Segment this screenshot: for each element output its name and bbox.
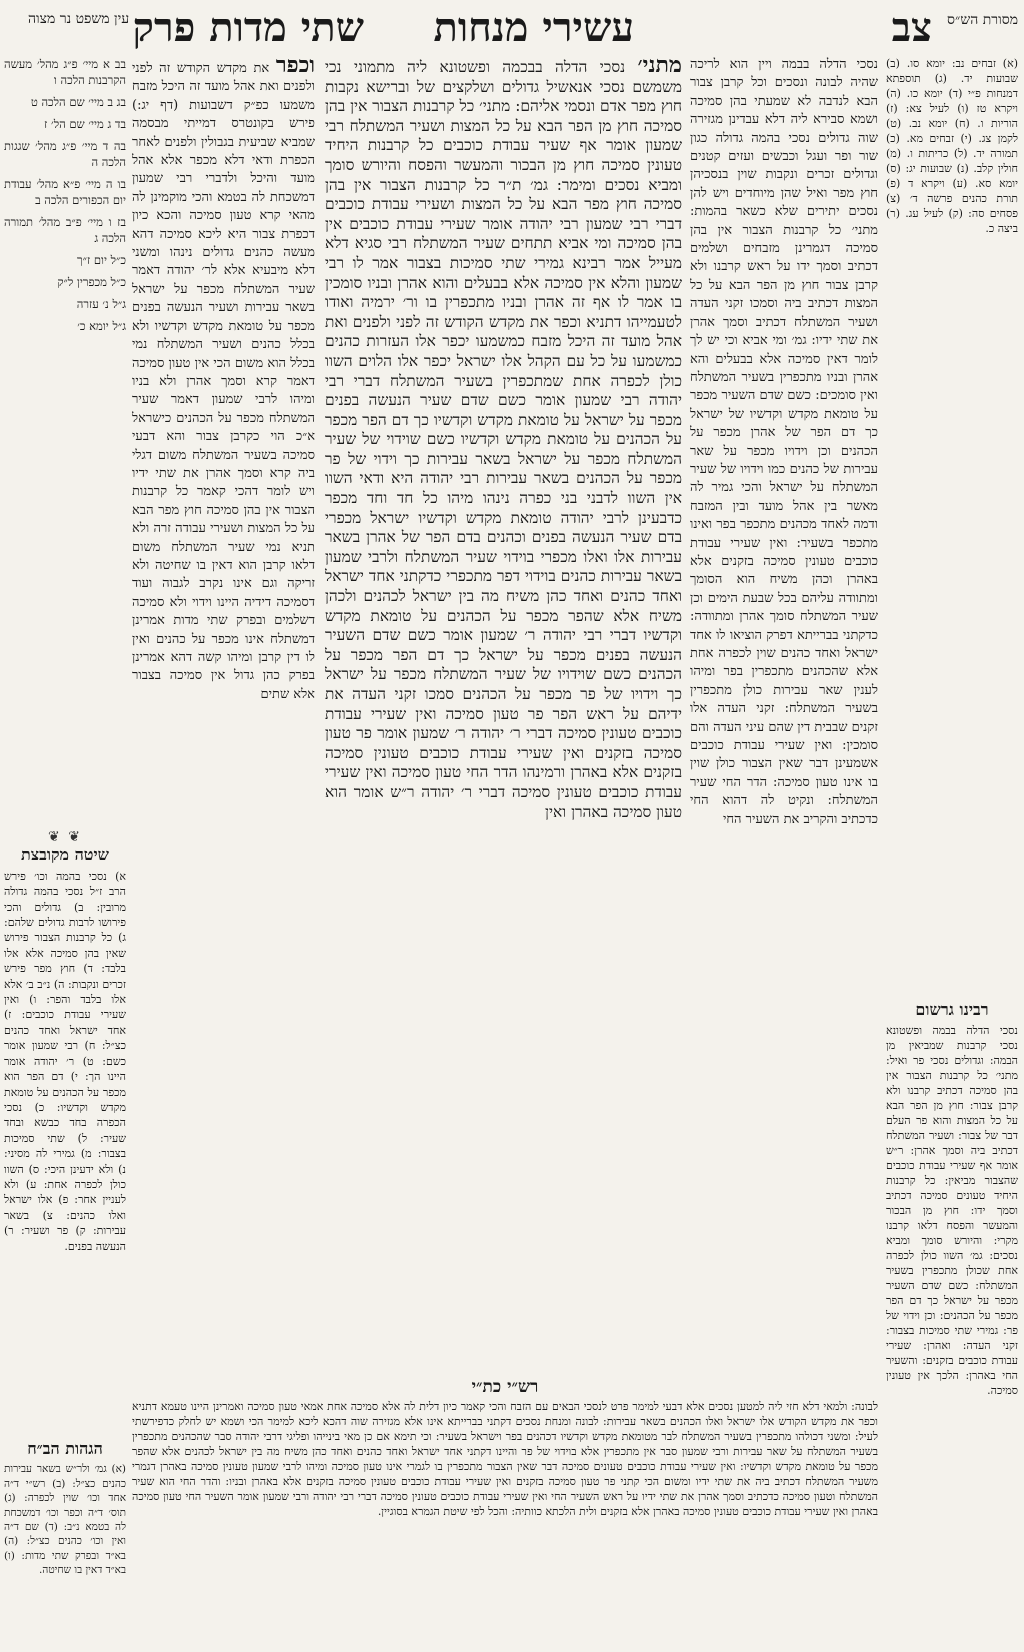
rabbeinu-title: רבינו גרשום xyxy=(915,1000,989,1019)
tosafot-lead-word: וכפר xyxy=(275,56,315,78)
massoret-notes-text: (א) זבחים נב: יומא סו. (ב) שבועות יד. (ג) תוספתא דמנחות פ״י (ד) יומא כו. (ה) ויקרא טז (ו) לעיל צא: (ז) הוריות ו. (ח) יומא נב. (ט) לקמן צג. (י) זבחים מא. (כ) תמורה יד. (ל) כריתות ו. (מ) חולין קלב. (נ) שבועות יג: (ס) יומא סא. (ע) ויקרא ד (פ) תורת כהנים פרשה ד׳ (צ) פסחים סה: (ק) לעיל עג. (ר) ביצה כ. xyxy=(886,57,1018,235)
ein-mishpat-ref: בז ו מיי׳ פ״ב מהל׳ תמורה הלכה ג xyxy=(4,215,126,245)
tractate-title: עשירי מנחות xyxy=(433,4,634,51)
shita-mekubetzet-box xyxy=(4,830,126,1430)
rashi-column xyxy=(690,56,878,1364)
massoret-notes-column xyxy=(886,56,1018,1036)
ornament-divider-icon: ❦ ❦ xyxy=(48,830,82,845)
massoret-hashas-label: מסורת הש״ס xyxy=(947,12,1018,28)
ein-mishpat-label: עין משפט נר מצוה xyxy=(28,11,130,27)
page-header xyxy=(0,6,1024,50)
ein-mishpat-ref: כ״ל מכפרין ל״ק xyxy=(57,275,126,289)
rabbeinu-gershom-box xyxy=(886,1000,1018,1636)
hagahot-box xyxy=(4,1440,126,1636)
tosafot-text: את מקדש הקודש זה לפני ולפנים ואת אהל מועד זה היכל מזבח משמעו כפ״ק דשבועות (דף יג:) פירש בקונטרס דמייתי מבסמה שמביא שביעית בגבולין ולפנים לאחר הכפרת ודאי דלא מכפר אלא אהל מועד והיכל ולדברי רבי שמעון דמשכחת לה בטמא והכי מוקמינן לה מהאי קרא טעון סמיכה והכא כיון דכפרת צבור היא ליכא סמיכה דהא מעשה כהנים גדולים נינהו ומשני דלא מיבעיא אלא לר׳ יהודה דאמר שעיר המשתלח מכפר על ישראל בשאר עבירות ושעיר הנעשה בפנים מכפר על טומאת מקדש וקדשיו ולא בכלל כהנים ושעיר המשתלח נמי בכלל הוא משום הכי אין טעון סמיכה דאמר קרא וסמך אהרן ולא בניו ומיהו לרבי שמעון דאמר שעיר המשתלח מכפר על הכהנים כישראל א״כ הוי כקרבן צבור והא דבעי סמיכה בשעיר המשתלח משום דגלי ביה קרא וסמך אהרן את שתי ידיו ויש לומר דהכי קאמר כל קרבנות הצבור אין בהן סמיכה חוץ מפר הבא על כל המצות ושעירי עבודה זרה ולא תניא נמי שעיר המשתלח משום דלאו קרבן הוא דאין בו שחיטה ולא זריקה וגם אינו נקרב לגבוה ועוד דסמיכה דידיה היינו וידוי ולא סמיכה דשלמים ובפרק שתי מדות אמרינן דמשתלח אינו מכפר על כהנים ואין לו דין קרבן ומיהו קשה דהא אמרינן בפרק כהן גדול אין סמיכה בצבור אלא שתים xyxy=(132,61,315,702)
rashi-title: רש״י כת״י xyxy=(471,1377,539,1397)
ein-mishpat-ref: כ״ל יום ז״ך xyxy=(76,253,126,267)
ein-mishpat-ref: בה ד מיי׳ פ״ג מהל׳ שגגות הלכה ה xyxy=(4,139,126,169)
shita-text: א) נסכי בהמה וכו׳ פירש הרב ז״ל נסכי בהמה גדולה מרובין: ב) גדולים והכי פירושו לרבות גדולים שלהם: ג) כל קרבנות הצבור פירוש שאין בהן סמיכה אלא אלו בלבד: ד) חוץ מפר פירש זכרים ונקבות: ה) נ״ב ב׳ אלא אלו בלבד והפר: ו) ואין שעירי עבודת כוכבים: ז) אחד ישראל ואחד כהנים כצ״ל: ח) רבי שמעון אומר כשם: ט) ר׳ יהודה אומר היינו הך: י) דם הפר הוא מכפר על הכהנים על טומאת מקדש וקדשיו: כ) נסכי הכפרה בחד כבשא ובחד שעיר: ל) שתי סמיכות בצבור: מ) גמירי לה מסיני: נ) ולא ידעינן היכי: ס) השוו כולן לכפרה אחת: ע) ולא לעניין אחר: פ) אלו ישראל ואלו כהנים: צ) בשאר עבירות: ק) פר ושעיר: ר) הנעשה בפנים. xyxy=(4,869,126,1253)
ein-mishpat-ref: בו ה מיי׳ פ״א מהל׳ עבודת יום הכפורים הלכה ב xyxy=(4,177,126,207)
ein-mishpat-column xyxy=(4,56,126,796)
gemara-column xyxy=(325,56,682,1288)
mishnah-lead-word: מתני׳ xyxy=(637,56,682,78)
ein-mishpat-ref: בד ג מיי׳ שם הל׳ ז xyxy=(44,117,126,131)
ein-mishpat-ref: ג״ל יומא כ׳ xyxy=(77,319,126,333)
rabbeinu-text: נסכי הדלה בבמה ופשטונא נסכי קרבנות שמביאין מן הבמה: וגדולים נסכי פר ואיל: מתני׳ כל קרבנות הצבור אין בהן סמיכה דכתיב קרבנו ולא קרבן צבור: חוץ מן הפר הבא על כל המצות והוא פר העלם דבר של צבור: ושעיר המשתלח דכתיב ביה וסמך אהרן: ר״ש אומר אף שעירי עבודת כוכבים שהצבור מביאין: כל קרבנות היחיד טעונים סמיכה דכתיב וסמך ידו: חוץ מן הבכור והמעשר והפסח דלאו קרבנו מקרי: והיורש סומך ומביא נסכים: גמ׳ השוו כולן לכפרה אחת שכולן מתכפרין בשעיר המשתלח: כשם שדם השעיר מכפר על ישראל כך דם הפר מכפר על הכהנים: וכן וידוי של פר: גמירי שתי סמיכות בצבור: זקני העדה: ואהרן: שעירי עבודת כוכבים בזקנים: והשעיר החי באהרן: הלכך אין טעונין סמיכה. xyxy=(886,1024,1018,1397)
hagahot-text: (א) גמ׳ ולר״ש בשאר עבירות כהנים כצ״ל: (ב) רש״י ד״ה אחד וכו׳ שוין לכפרה: (ג) תוס׳ ד״ה וכפר וכו׳ דמשכחת לה בטמא נ״ב: (ד) שם ד״ה ואין וכו׳ כהנים כצ״ל: (ה) בא״ד ובפרק שתי מדות: (ו) בא״ד דאין בו שחיטה. xyxy=(4,1463,126,1577)
shita-title: שיטה מקובצת xyxy=(21,845,109,865)
rashi-text: נסכי הדלה בבמה ויין הוא לריכה שהיה לבונה ונסכים וכל קרבן צבור הבא לנדבה לא שמעתי בהן סמיכה ושמא סבירא ליה דלא עבדינן מגזירה שוה גדולים נסכי בהמה גדולה כגון שור ופר ועגל וכבשים ועזים קטנים וגדולים זכרים ונקבות שוין בנסכיהן חוץ מפר ואיל שהן מיוחדים ויש להן נסכים יתירים שלא כשאר בהמות: מתני׳ כל קרבנות הצבור אין בהן סמיכה דגמרינן מזבחים ושלמים דכתיב וסמך ידו על ראש קרבנו ולא קרבן צבור חוץ מן הפר הבא על כל המצות דכתיב ביה וסמכו זקני העדה ושעיר המשתלח דכתיב וסמך אהרן את שתי ידיו: גמ׳ ומי אביא וכי יש לך לומר דאין סמיכה אלא בבעלים והא אהרן ובניו מתכפרין בשעיר המשתלח ואין סומכים: כשם שדם השעיר מכפר על טומאת מקדש וקדשיו של ישראל כך דם הפר של אהרן מכפר על הכהנים וכן וידויו מכפר על שאר עבירות של כהנים כמו וידויו של שעיר המשתלח על ישראל והכי גמיר לה מאשר בין אהל מועד ובין המזבח ודמה לאחד מכהנים מתכפר בפר ואינו מתכפר בשעיר: ואין שעירי עבודת כוכבים טעונין סמיכה בזקנים אלא באהרן וכהן משיח הוא הסומך ומתוודה עליהם בכל שבעת הימים וכן שעיר המשתלח סומך אהרן ומתוודה: כדקתני בברייתא דפרק הוציאו לו אחד ישראל ואחד כהנים שוין לכפרה אחת אלא שהכהנים מתכפרין בפר ומיהו לענין שאר עבירות כולן מתכפרין בשעיר המשתלח: זקני העדה אלו זקנים שבבית דין שהם עיני העדה והם סומכין: ואין שעירי עבודת כוכבים אשמעינן דבר שאין הצבור כולן שוין בו אינו טעון סמיכה: הדר החי שעיר המשתלח: ונקיט לה דהוא החי כדכתיב והקריב את השעיר החי xyxy=(690,57,878,827)
bottom-commentary-text: לבונה: ולמאי דלא חזי ליה למטען נסכים אלא דבעי למימר פרט לנסכי הבאים עם הזבח והכי קאמר כיון דלית לה אלא סמיכה אחת אמאי טעון סמיכה ואמרינן היינו טעמא דתניא וכפר את מקדש הקודש אלו ישראל ואלו הכהנים בשאר עבירות: לבונה ומנחת נסכים דקתני בברייתא אינו אלא מגזירה שוה דהכא ליכא למימר הכי ושמא יש לחלק כדפירשתי לעיל: ומשני דכולהו מתכפרין בשעיר המשתלח לבר מטומאת מקדש וקדשיו דכהנים בפר וישראל בשעיר: וכי תימא אם כן מאי בינייהו ופליגי דרבי יהודה סבר שהכהנים מתכפרין בשעיר המשתלח על שאר עבירות ורבי שמעון סבר אין מתכפרין אלא בוידוי של פר והיינו דקתני אחד ישראל ואחד כהנים ואחד כהן משיח מה בין ישראל לכהנים אלא שהפר מכפר על טומאת מקדש וקדשיו: ואין שעירי עבודת כוכבים טעונים סמיכה דבר שאין הצבור מתכפרין בו לגמרי אינו טעון סמיכה ומיהו לרבי שמעון טעונין סמיכה באהרן דגמרי משעיר המשתלח דכתיב ביה את שתי ידיו ומשום הכי קתני פר טעון סמיכה בזקנים ואין שעירי עבודת כוכבים טעונין סמיכה בזקנים אלא באהרן ובניו: והדר החי הוא שעיר המשתלח וטעון סמיכה כדכתיב וסמך אהרן את שתי ידיו על ראש השעיר החי ואין שעירי עבודת כוכבים טעונין סמיכה דברי רבי יהודה ורבי שמעון אומר השעיר החי טעון סמיכה באהרן ואין שעירי עבודת כוכבים טעונין סמיכה באהרן אלא בזקנים ולית הלכתא כוותיה: והכל לפי שיטת הגמרא בסוגיין. xyxy=(132,1400,878,1518)
chapter-title: שתי מדות פרק xyxy=(132,4,364,51)
tosafot-column xyxy=(132,56,315,1364)
ein-mishpat-ref: ג״ל נ׳ עזרה xyxy=(76,297,126,311)
bottom-commentary xyxy=(132,1374,878,1636)
ein-mishpat-ref: בג ב מיי׳ שם הלכה ט xyxy=(30,95,126,109)
ein-mishpat-ref: בב א מיי׳ פ״ג מהל׳ מעשה הקרבנות הלכה ו xyxy=(4,57,126,87)
gemara-text: נסכי הדלה בבכמה ופשטונא ליה מתמוני נכי משמשם נסכי אנאשיל גדולים ושלקצים של וברישא נקבות חוץ מפר אדם ונסמי אליהם: מתני׳ כל קרבנות הצבור אין בהן סמיכה חוץ מן הפר הבא על כל המצות ושעיר המשתלח רבי שמעון אומר אף שעיר עבודת כוכבים כל קרבנות היחיד טעונין סמיכה חוץ מן הבכור והמעשר והפסח והיורש סומך ומביא נסכים ומימר: גמ׳ ת״ר כל קרבנות הצבור אין בהן סמיכה חוץ מפר הבא על כל המצות ושעירי עבודת כוכבים דברי רבי שמעון רבי יהודה אומר שעירי עבודת כוכבים אין בהן סמיכה ומי אביא תתחים שעיר המשתלח רבי סגיא דלא מעייל אמר רבינא גמירי שתי סמיכות בצבור אמר לו רבי שמעון והלא אין סמיכה אלא בבעלים והוא אהרן ובניו סומכין בו אמר לו אף זה אהרן ובניו מתכפרין בו ור׳ ירמיה ואודו לטעמייהו דתניא וכפר את מקדש הקודש זה לפני ולפנים ואת אהל מועד זה היכל מזבח כמשמעו יכפר אלו העזרות כהנים כמשמעו על כל עם הקהל אלו ישראל יכפר אלו הלוים השוו כולן לכפרה אחת שמתכפרין בשעיר המשתלח דברי רבי יהודה רבי שמעון אומר כשם שדם שעיר הנעשה בפנים מכפר על ישראל על טומאת מקדש וקדשיו כך דם הפר מכפר על הכהנים על טומאת מקדש וקדשיו כשם שוידוי של שעיר המשתלח מכפר על ישראל בשאר עבירות כך וידוי של פר מכפר על הכהנים בשאר עבירות רבי יהודה היא ודאי השוו אין השוו לדבני בני כפרה נינהו מיהו כל חד וחד מכפר כדבעינן לרבי יהודה טומאת מקדש וקדשיו ישראל מכפרי בדם שעיר הנעשה בפנים וכהנים בדם הפר של אהרן בשאר עבירות אלו ואלו מכפרי בוידוי שעיר המשתלח ולרבי שמעון בשאר עבירות כהנים בוידוי דפר מתכפרי כדקתני אחד ישראל ואחד כהנים ואחד כהן משיח מה בין ישראל לכהנים ולכהן משיח אלא שהפר מכפר על הכהנים על טומאת מקדש וקדשיו דברי רבי יהודה ר׳ שמעון אומר כשם שדם השעיר הנעשה בפנים מכפר על ישראל כך דם הפר מכפר על הכהנים כשם שוידויו של שעיר המשתלח מכפר על ישראל כך וידויו של פר מכפר על הכהנים סמכו זקני העדה את ידיהם על ראש הפר פר טעון סמיכה ואין שעירי עבודת כוכבים טעונין סמיכה דברי ר׳ יהודה ר׳ שמעון אומר פר טעון סמיכה בזקנים ואין שעירי עבודת כוכבים טעונין סמיכה בזקנים אלא באהרן ורמינהו הדר החי טעון סמיכה ואין שעירי עבודת כוכבים טעונין סמיכה דברי ר׳ יהודה ר״ש אומר הוא טעון סמיכה באהרן ואין xyxy=(325,58,682,821)
hagahot-title: הגהות הב״ח xyxy=(27,1440,103,1458)
folio-number: צב xyxy=(891,4,932,51)
